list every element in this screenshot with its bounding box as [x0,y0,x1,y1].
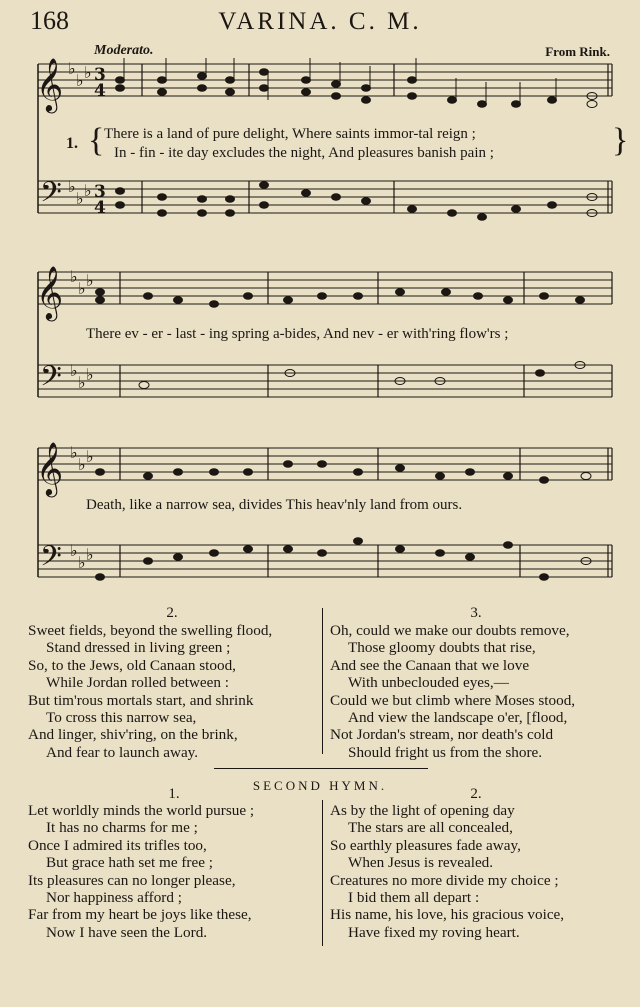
column-divider [322,608,323,754]
stanza-line: Far from my heart be joys like these, [28,906,252,924]
staff-system1-bass [38,181,612,213]
stanza-line: Could we but climb where Moses stood, [330,691,576,709]
svg-text:3: 3 [94,182,106,202]
svg-text:♭: ♭ [86,545,94,564]
stanza-line: Creatures no more divide my choice ; [330,871,559,889]
staff-system2-treble [38,272,612,304]
stanza-number: 2. [166,605,178,621]
svg-text:♭: ♭ [78,455,86,474]
stanza-line: But tim'rous mortals start, and shrink [28,691,254,709]
stanza-line: Stand dressed in living green ; [46,639,231,657]
section-divider [214,768,428,769]
staff-system3-bass [38,545,612,577]
lyric-line: In - fin - ite day excludes the night, And pleasures banish pain ; [114,145,494,161]
stanza-line: The stars are all concealed, [348,819,513,837]
stanza-line: So, to the Jews, old Canaan stood, [28,656,236,674]
stanza-line: Its pleasures can no longer please, [28,871,236,889]
svg-text:♭: ♭ [70,361,78,380]
tempo-marking: Moderato. [94,43,154,58]
stanza-line: So earthly pleasures fade away, [330,836,521,854]
stanza-line: Sweet fields, beyond the swelling flood, [28,622,273,639]
verse-number: 1. [66,135,78,152]
svg-text:♭: ♭ [78,553,86,572]
stanza-hymn2-verse2 [330,802,564,941]
stanza-line: Now I have seen the Lord. [46,923,208,941]
stanza-line: And fear to launch away. [46,743,199,761]
lyric-line: Death, like a narrow sea, divides This heav'nly land from ours. [86,497,463,513]
stanza-line: Let worldly minds the world pursue ; [28,802,255,819]
stanza-line: Those gloomy doubts that rise, [348,639,536,657]
stanza-line: While Jordan rolled between : [46,674,230,692]
svg-text:3: 3 [94,65,106,85]
bass-clef-icon: 𝄢 [40,176,62,216]
stanza-line: Should fright us from the shore. [348,743,543,761]
stanza-line: When Jesus is revealed. [348,854,494,872]
treble-clef-icon: 𝄞 [36,265,64,319]
svg-text:♭: ♭ [84,181,92,200]
stanza-line: And linger, shiv'ring, on the brink, [28,726,238,744]
stanza-line: Oh, could we make our doubts remove, [330,622,570,639]
stanza-line: Nor happiness afford ; [46,889,182,907]
stanza-line: To cross this narrow sea, [46,709,197,727]
svg-text:♭: ♭ [78,279,86,298]
svg-text:♭: ♭ [70,541,78,560]
stanza-number: 1. [168,786,180,802]
staff-system2-bass [38,365,612,397]
stanza-hymn2-verse1 [28,802,254,941]
stanza-line: As by the light of opening day [330,802,515,819]
notes-system3 [96,461,592,581]
svg-text:♭: ♭ [78,373,86,392]
stanza-number: 3. [470,605,482,621]
page-number: 168 [30,6,69,35]
svg-text:♭: ♭ [68,177,76,196]
stanza-number: 2. [470,786,482,802]
svg-text:♭: ♭ [84,63,92,82]
stanza-line: Not Jordan's stream, nor death's cold [330,726,554,744]
svg-text:♭: ♭ [86,271,94,290]
svg-text:♭: ♭ [86,365,94,384]
column-divider [322,800,323,946]
stanza-line: But grace hath set me free ; [46,854,213,872]
stanza-line: His name, his love, his gracious voice, [330,906,565,924]
stanza-hymn1-verse3 [330,622,575,761]
stanza-line: I bid them all depart : [348,889,480,907]
svg-text:♭: ♭ [86,447,94,466]
stanza-hymn1-verse2 [28,622,272,761]
svg-text:4: 4 [94,198,106,218]
lyric-line: There ev - er - last - ing spring a-bides, And nev - er with'ring flow'rs ; [86,326,509,342]
svg-text:♭: ♭ [76,189,84,208]
svg-text:♭: ♭ [76,71,84,90]
treble-clef-icon: 𝄞 [36,57,64,111]
brace-left: { [88,122,105,159]
stanza-line: And view the landscape o'er, [flood, [348,709,568,727]
bass-clef-icon: 𝄢 [40,360,62,400]
lyric-line: There is a land of pure delight, Where saints immor-tal reign ; [104,126,476,142]
svg-text:4: 4 [94,81,106,101]
stanza-line: Once I admired its trifles too, [28,836,207,854]
brace-right: } [612,122,629,159]
stanza-line: It has no charms for me ; [46,819,198,837]
composer-attribution: From Rink. [545,44,610,59]
stanza-line: Have fixed my roving heart. [348,923,520,941]
svg-text:♭: ♭ [68,59,76,78]
second-hymn-heading: SECOND HYMN. [252,778,388,793]
svg-text:♭: ♭ [70,443,78,462]
hymn-title: VARINA. C. M. [218,8,422,35]
svg-text:♭: ♭ [70,267,78,286]
treble-clef-icon: 𝄞 [36,441,64,495]
stanza-line: With unbeclouded eyes,— [348,674,509,692]
bass-clef-icon: 𝄢 [40,540,62,580]
stanza-line: And see the Canaan that we love [330,656,530,674]
